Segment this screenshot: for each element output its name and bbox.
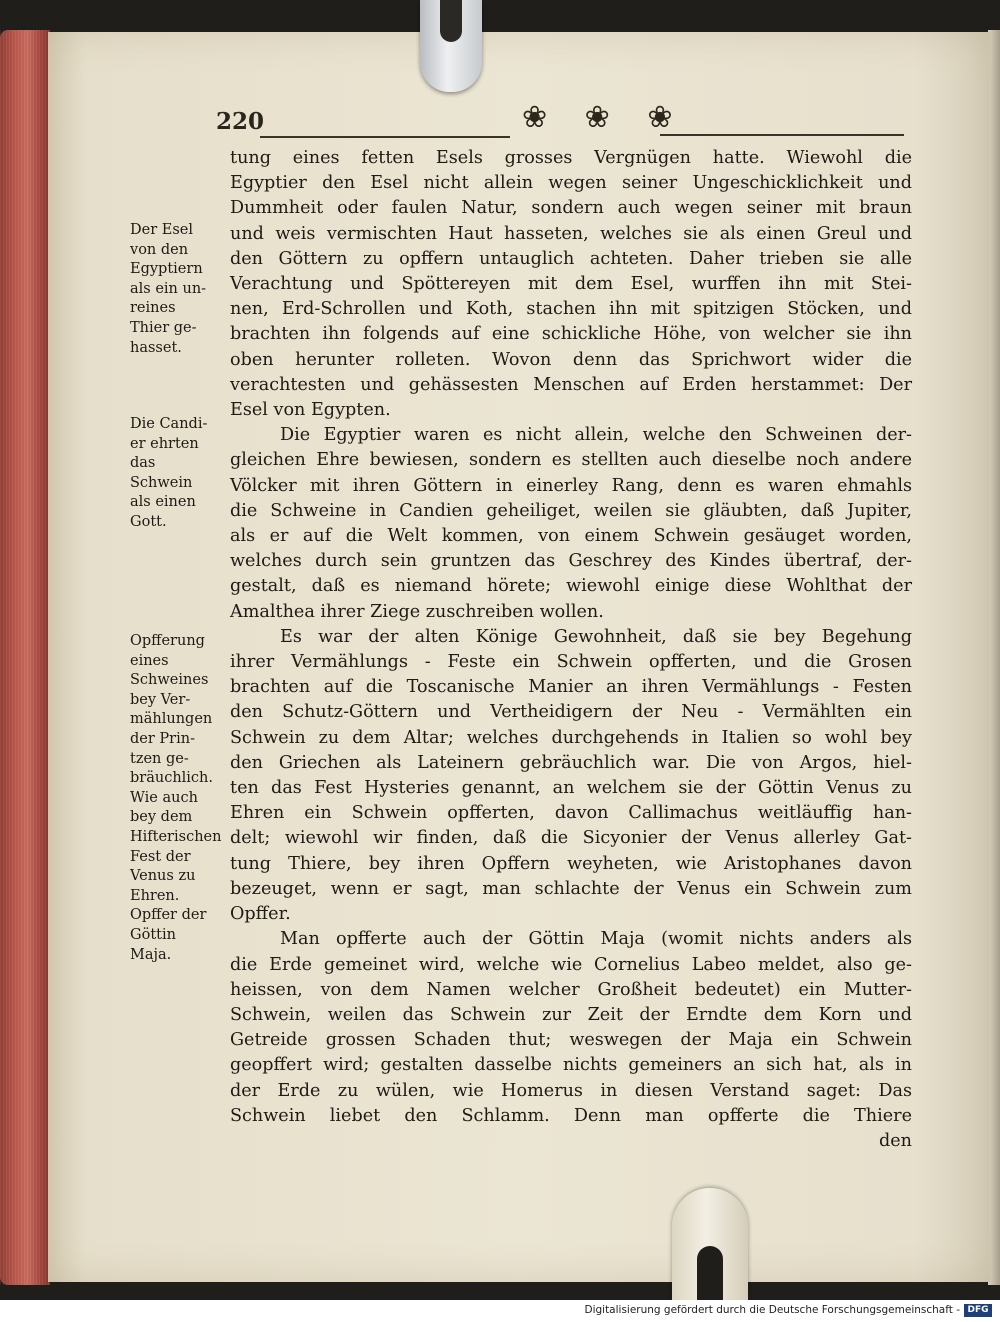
text-line: Ehren ein Schwein opfferten, davon Callimachus weitläuffig han-: [230, 803, 912, 824]
paragraph-opferung: [230, 625, 912, 927]
text-line: heissen, von dem Namen welcher Großheit bedeutet) ein Mutter-: [230, 979, 912, 1000]
paragraph-esel: [230, 146, 912, 423]
marginal-line: mählungen: [130, 711, 213, 728]
marginal-line: Gott.: [130, 513, 167, 530]
marginal-line: Venus zu: [130, 868, 196, 885]
body-text: [230, 146, 912, 1154]
marginal-line: Maja.: [130, 946, 172, 963]
text-line: als er auf die Welt kommen, von einem Schwein gesäuget worden,: [230, 526, 912, 547]
marginal-line: Wie auch: [130, 789, 198, 806]
marginal-line: bräuchlich.: [130, 770, 213, 787]
page-number: 220: [216, 108, 265, 135]
header-rule-right: [660, 134, 904, 136]
marginal-line: bey Ver-: [130, 691, 191, 708]
dfg-logo: DFG: [964, 1304, 992, 1317]
marginal-line: Opffer der: [130, 907, 207, 924]
text-line: Man opfferte auch der Göttin Maja (womit nichts anders als: [280, 929, 912, 950]
text-line: der Erde zu wülen, wie Homerus in diesen Verstand saget: Das: [230, 1080, 912, 1101]
marginal-note-esel: [130, 221, 232, 358]
marginal-line: Opfferung: [130, 633, 205, 649]
text-line: welches durch sein gruntzen das Geschrey des Kindes übertraf, der-: [230, 551, 912, 572]
marginal-line: das: [130, 455, 156, 472]
marginal-line: Schweines: [130, 672, 209, 689]
text-line: Dummheit oder faulen Natur, sondern auch wegen seiner mit braun: [230, 198, 912, 219]
text-line: den Griechen als Lateinern gebräuchlich war. Die von Argos, hiel-: [230, 752, 912, 773]
book-fore-edge: [0, 30, 50, 1285]
text-line: tung eines fetten Esels grosses Vergnügen hatte. Wiewohl die: [230, 148, 912, 168]
page-header: [160, 80, 910, 140]
text-line: Amalthea ihrer Ziege zuschreiben wollen.: [230, 601, 604, 622]
header-rule-left: [260, 136, 510, 138]
catchword: den: [878, 1130, 912, 1151]
text-line: Getreide grossen Schaden thut; weswegen der Maja ein Schwein: [230, 1030, 912, 1051]
text-line: Völcker mit ihren Göttern in einerley Rang, denn es waren ehmahls: [230, 475, 912, 496]
text-line: gleichen Ehre bewiesen, sondern es stellten auch dieselbe noch andere: [230, 450, 912, 471]
text-line: brachten auf die Toscanische Manier an ihren Vermählungs - Festen: [230, 677, 912, 698]
marginal-line: tzen ge-: [130, 750, 189, 767]
top-page-clip: [420, 0, 482, 92]
text-line: tung Thiere, bey ihren Opffern weyheten, wie Aristophanes davon: [230, 853, 912, 874]
text-line: nen, Erd-Schrollen und Koth, stachen ihn mit spitzigen Stöcken, und: [230, 299, 912, 320]
text-line: ten das Fest Hysteries genannt, an welchem sie der Göttin Venus zu: [230, 778, 912, 799]
marginal-line: Fest der: [130, 848, 191, 865]
text-line: oben herunter rolleten. Wovon denn das Sprichwort wider die: [230, 349, 912, 370]
marginal-line: Egyptiern: [130, 261, 203, 278]
marginal-line: Schwein: [130, 474, 193, 491]
marginal-line: reines: [130, 300, 176, 317]
marginal-note-candier: [130, 415, 232, 533]
text-line: den Schutz-Göttern und Vertheidigern der Neu - Vermählten ein: [230, 702, 912, 723]
text-line: Esel von Egypten.: [230, 400, 391, 421]
text-line: Die Egyptier waren es nicht allein, welche den Schweinen der-: [280, 425, 912, 446]
text-line: bezeuget, wenn er sagt, man schlachte der Venus ein Schwein zum: [230, 878, 912, 899]
text-line: und weis vermischten Haut hasseten, welches sie als einen Greul und: [230, 223, 912, 244]
text-line: geopffert wird; gestalten dasselbe nichts gemeiners an sich hat, als in: [230, 1055, 912, 1076]
text-line: Schwein liebet den Schlamm. Denn man opfferte die Thiere: [230, 1105, 912, 1126]
marginal-line: Thier ge-: [130, 319, 197, 336]
header-ornament: ❀ ❀ ❀: [522, 100, 687, 135]
marginal-line: bey dem: [130, 809, 193, 826]
marginal-line: hasset.: [130, 339, 182, 356]
text-line: Opffer.: [230, 904, 291, 925]
text-line: gestalt, daß es niemand hörete; wiewohl einige diese Wohlthat der: [230, 576, 912, 597]
paragraph-candier: [230, 423, 912, 625]
marginal-line: er ehrten: [130, 435, 199, 452]
text-line: Verachtung und Spöttereyen mit dem Esel, wurffen ihn mit Stei-: [230, 274, 912, 295]
marginal-line: Der Esel: [130, 222, 193, 238]
text-line: ihrer Vermählungs - Feste ein Schwein opfferten, und die Grosen: [230, 652, 912, 673]
text-line: Schwein zu dem Altar; welches durchgehends in Italien so wohl bey: [230, 727, 912, 748]
text-line: Schwein, weilen das Schwein zur Zeit der Erndte dem Korn und: [230, 1004, 912, 1025]
marginal-line: Die Candi-: [130, 416, 208, 432]
text-line: Egyptier den Esel nicht allein wegen seiner Ungeschicklichkeit und: [230, 173, 912, 194]
marginal-line: Göttin: [130, 926, 176, 943]
marginal-line: Hifterischen: [130, 828, 222, 845]
marginal-line: als ein un-: [130, 280, 207, 297]
marginal-line: der Prin-: [130, 730, 195, 747]
marginal-note-opferung: [130, 632, 232, 965]
footer-bar: [0, 1300, 1000, 1322]
marginal-line: Ehren.: [130, 887, 180, 904]
text-line: Es war der alten Könige Gewohnheit, daß sie bey Begehung: [280, 626, 912, 647]
marginal-line: von den: [130, 241, 189, 258]
marginal-line: als einen: [130, 494, 196, 511]
funding-credit: Digitalisierung gefördert durch die Deutsche Forschungsgemeinschaft -: [584, 1304, 960, 1316]
text-line: die Schweine in Candien geheiliget, weilen sie gläubten, daß Jupiter,: [230, 500, 912, 521]
text-line: den Göttern zu opffern untauglich achteten. Daher trieben sie alle: [230, 248, 912, 269]
text-line: delt; wiewohl wir finden, daß die Sicyonier der Venus allerley Gat-: [230, 828, 912, 849]
marginal-line: eines: [130, 652, 169, 669]
paragraph-maja: [230, 927, 912, 1154]
bottom-page-clip: [672, 1188, 748, 1300]
text-line: brachten ihn folgends auf eine schickliche Höhe, von welcher sie ihn: [230, 324, 912, 345]
text-line: die Erde gemeinet wird, welche wie Cornelius Labeo meldet, also ge-: [230, 954, 912, 975]
text-line: verachtesten und gehässesten Menschen auf Erden herstammet: Der: [230, 374, 912, 395]
